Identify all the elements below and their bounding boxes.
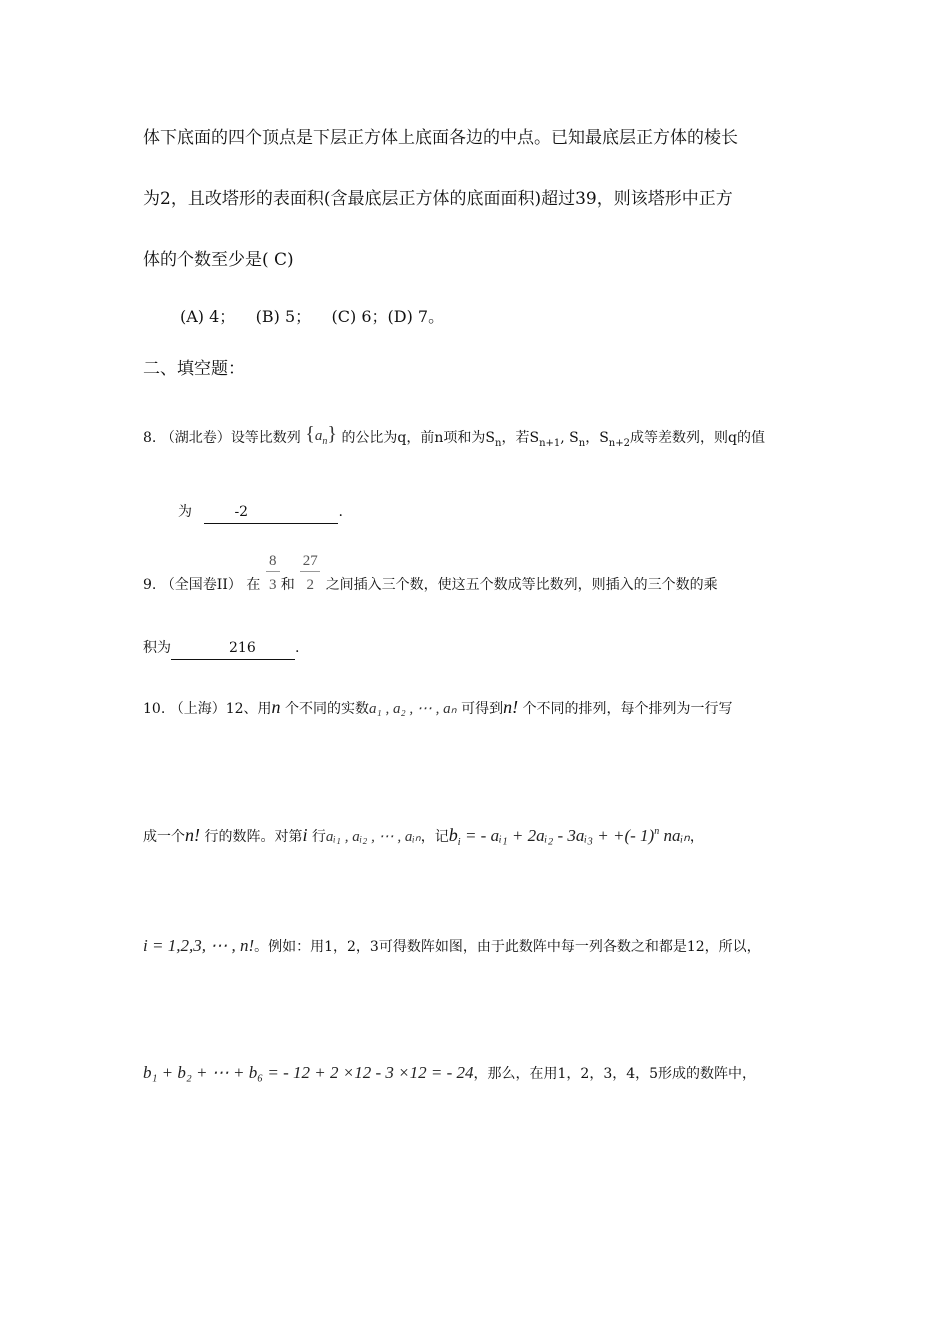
q8-source: （湖北卷） bbox=[160, 430, 231, 446]
q8-text-2: 的公比为q，前n项和为S bbox=[341, 430, 496, 446]
q10-source: （上海）12、用 bbox=[169, 701, 272, 717]
q9-fraction-27-2: $\frac{27}{2}$ bbox=[299, 550, 321, 594]
q8-answer-suffix: . bbox=[338, 504, 343, 520]
option-b: (B) 5； bbox=[255, 307, 312, 326]
q10-line2-e: ， bbox=[689, 829, 704, 845]
q8-s-sub-1: n bbox=[495, 438, 502, 449]
q8-s-sub-3: n bbox=[578, 438, 586, 449]
option-a: (A) 4； bbox=[180, 307, 236, 326]
question-8-line-1 bbox=[143, 423, 765, 455]
question-10-line-3 bbox=[143, 935, 761, 958]
q9-text-3: 之间插入三个数，使这五个数成等比数列，则插入的三个数的乘 bbox=[325, 577, 718, 593]
q10-text-2: 可得到 bbox=[461, 701, 504, 717]
q10-text-3: 个不同的排列，每个排列为一行写 bbox=[522, 701, 733, 717]
q8-text-5: ，S bbox=[585, 430, 609, 446]
q8-s-sub-4: n+2 bbox=[608, 438, 630, 449]
q9-fraction-8-3: $\frac{8}{3}$ bbox=[265, 550, 281, 594]
answer-options bbox=[180, 306, 444, 328]
q10-row-sequence: aᵢ₁ , aᵢ₂ , ⋯ , aᵢₙ bbox=[325, 829, 421, 845]
q9-text-2: 和 bbox=[280, 577, 295, 593]
q10-formula-rhs: = - aᵢ₁ + 2aᵢ₂ - 3aᵢ₃ + +(- 1)$^n$ naᵢₙ bbox=[464, 826, 690, 845]
question-10-line-4 bbox=[143, 1062, 756, 1085]
question-9-line-2 bbox=[143, 637, 299, 660]
option-c-d: (C) 6；(D) 7。 bbox=[331, 307, 445, 326]
q8-answer-prefix: 为 bbox=[178, 504, 192, 520]
q10-line2-b: 行的数阵。对第 bbox=[204, 829, 303, 845]
q10-text-1: 个不同的实数 bbox=[285, 701, 369, 717]
q10-line2-d: ，记 bbox=[420, 829, 449, 845]
q10-line2-c: 行 bbox=[311, 829, 326, 845]
q10-line2-a: 成一个 bbox=[143, 829, 185, 845]
q8-answer: -2 bbox=[234, 504, 249, 520]
q9-text-1: 在 bbox=[246, 577, 261, 593]
q10-number: 10. bbox=[143, 701, 166, 717]
q8-sequence: $\{a_n\}$ bbox=[305, 423, 337, 447]
q9-answer: 216 bbox=[229, 640, 256, 656]
q10-i-range: i = 1,2,3, ⋯ , n! bbox=[143, 936, 255, 955]
q10-n: n bbox=[271, 697, 281, 717]
q8-number: 8. bbox=[143, 430, 157, 446]
question-9-line-1 bbox=[143, 553, 718, 596]
q8-text-4: , S bbox=[560, 430, 579, 446]
q9-line2-prefix: 积为 bbox=[143, 640, 171, 656]
section-title: 二、填空题： bbox=[143, 359, 245, 379]
q10-line3-text: 。例如：用1，2，3可得数阵如图，由于此数阵中每一列各数之和都是12，所以， bbox=[254, 939, 761, 955]
q8-text-3: ，若S bbox=[501, 430, 540, 446]
q10-line4-text: ，那么，在用1，2，3，4，5形成的数阵中， bbox=[473, 1066, 757, 1082]
q10-nfact: n! bbox=[503, 697, 519, 717]
q9-number: 9. bbox=[143, 577, 157, 593]
intro-line-1: 体下底面的四个顶点是下层正方体上底面各边的中点。已知最底层正方体的棱长 bbox=[143, 128, 738, 148]
q9-source: （全国卷II） bbox=[160, 577, 242, 593]
q9-answer-blank bbox=[171, 637, 295, 660]
question-10-line-2 bbox=[143, 821, 704, 854]
q10-line2-i: i bbox=[302, 825, 308, 845]
intro-line-2: 为2，且改塔形的表面积(含最底层正方体的底面面积)超过39，则该塔形中正方 bbox=[143, 189, 733, 209]
q9-answer-suffix: . bbox=[295, 640, 300, 656]
q10-line2-nfact: n! bbox=[185, 825, 200, 845]
intro-line-3: 体的个数至少是( C) bbox=[143, 250, 294, 270]
q8-answer-blank bbox=[204, 501, 338, 524]
q8-s-sub-2: n+1 bbox=[539, 438, 561, 449]
q8-text-1: 设等比数列 bbox=[230, 430, 301, 446]
q10-sum-formula: b₁ + b₂ + ⋯ + b₆ = - 12 + 2 ×12 - 3 ×12 = - 24 bbox=[143, 1063, 474, 1082]
q10-sequence: a₁ , a₂ , ⋯ , aₙ bbox=[369, 701, 457, 717]
question-8-answer-line bbox=[178, 501, 343, 524]
q8-text-6: 成等差数列，则q的值 bbox=[629, 430, 765, 446]
q10-formula-bi: $b_i$ bbox=[448, 825, 461, 848]
question-10-line-1 bbox=[143, 696, 733, 720]
